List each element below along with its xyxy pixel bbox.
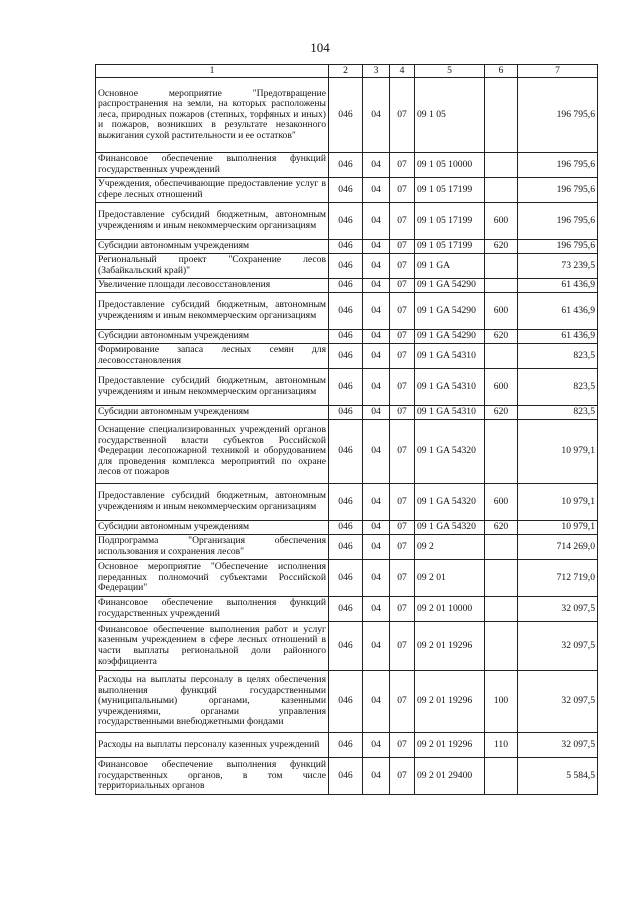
expense-type-cell (485, 535, 518, 560)
target-article-cell: 09 1 05 10000 (415, 153, 485, 178)
subsection-code-cell: 07 (390, 153, 415, 178)
subsection-code-cell: 07 (390, 671, 415, 733)
target-article-cell: 09 1 GA 54320 (415, 484, 485, 521)
target-article-cell: 09 1 05 17199 (415, 178, 485, 203)
table-row (96, 254, 598, 279)
row-name-cell: Субсидии автономным учреждениям (96, 330, 329, 344)
section-code-cell: 04 (363, 78, 390, 153)
subsection-code-cell: 07 (390, 406, 415, 420)
col-header-6: 6 (485, 65, 518, 78)
ministry-code-cell: 046 (329, 671, 363, 733)
expense-type-cell (485, 622, 518, 671)
section-code-cell: 04 (363, 369, 390, 406)
ministry-code-cell: 046 (329, 254, 363, 279)
target-article-cell: 09 2 01 10000 (415, 597, 485, 622)
expense-type-cell (485, 153, 518, 178)
table-row (96, 240, 598, 254)
target-article-cell: 09 1 05 17199 (415, 203, 485, 240)
row-name-cell: Основное мероприятие "Предотвращение распространения на земли, на которых расположены леса, природных пожаров (степных, торфяных и иных) и пожаров, возникших в результате незаконного выжигания сухой растительности и ее остатков" (96, 78, 329, 153)
section-code-cell: 04 (363, 279, 390, 293)
ministry-code-cell: 046 (329, 369, 363, 406)
section-code-cell: 04 (363, 521, 390, 535)
section-code-cell: 04 (363, 733, 390, 758)
row-name-cell: Формирование запаса лесных семян для лесовосстановления (96, 344, 329, 369)
row-name-cell: Учреждения, обеспечивающие предоставление услуг в сфере лесных отношений (96, 178, 329, 203)
row-name-cell: Финансовое обеспечение выполнения функций государственных органов, в том числе территориальных органов (96, 758, 329, 795)
amount-cell: 196 795,6 (518, 203, 598, 240)
subsection-code-cell: 07 (390, 484, 415, 521)
amount-cell: 10 979,1 (518, 484, 598, 521)
section-code-cell: 04 (363, 758, 390, 795)
table-row (96, 622, 598, 671)
target-article-cell: 09 2 01 19296 (415, 733, 485, 758)
subsection-code-cell: 07 (390, 597, 415, 622)
amount-cell: 196 795,6 (518, 240, 598, 254)
amount-cell: 61 436,9 (518, 293, 598, 330)
expense-type-cell: 110 (485, 733, 518, 758)
expense-type-cell (485, 758, 518, 795)
section-code-cell: 04 (363, 178, 390, 203)
row-name-cell: Расходы на выплаты персоналу в целях обеспечения выполнения функций государственными (муниципальными) органами, казенными учреждениями, органами управления государственными внебюджетными фондами (96, 671, 329, 733)
subsection-code-cell: 07 (390, 203, 415, 240)
ministry-code-cell: 046 (329, 153, 363, 178)
amount-cell: 823,5 (518, 344, 598, 369)
target-article-cell: 09 1 GA 54290 (415, 293, 485, 330)
row-name-cell: Субсидии автономным учреждениям (96, 521, 329, 535)
section-code-cell: 04 (363, 420, 390, 484)
amount-cell: 714 269,0 (518, 535, 598, 560)
ministry-code-cell: 046 (329, 622, 363, 671)
target-article-cell: 09 1 05 (415, 78, 485, 153)
target-article-cell: 09 2 (415, 535, 485, 560)
section-code-cell: 04 (363, 254, 390, 279)
subsection-code-cell: 07 (390, 178, 415, 203)
table-row (96, 484, 598, 521)
subsection-code-cell: 07 (390, 535, 415, 560)
expense-type-cell: 600 (485, 203, 518, 240)
expense-type-cell (485, 279, 518, 293)
target-article-cell: 09 2 01 29400 (415, 758, 485, 795)
ministry-code-cell: 046 (329, 758, 363, 795)
table-row (96, 560, 598, 597)
expense-type-cell (485, 78, 518, 153)
table-body (96, 78, 598, 795)
expense-type-cell (485, 560, 518, 597)
subsection-code-cell: 07 (390, 733, 415, 758)
expense-type-cell: 100 (485, 671, 518, 733)
section-code-cell: 04 (363, 484, 390, 521)
expense-type-cell: 620 (485, 240, 518, 254)
expense-type-cell: 600 (485, 369, 518, 406)
table-row (96, 671, 598, 733)
table-row (96, 330, 598, 344)
amount-cell: 5 584,5 (518, 758, 598, 795)
table-row (96, 293, 598, 330)
col-header-5: 5 (415, 65, 485, 78)
subsection-code-cell: 07 (390, 293, 415, 330)
ministry-code-cell: 046 (329, 597, 363, 622)
expense-type-cell (485, 597, 518, 622)
section-code-cell: 04 (363, 344, 390, 369)
row-name-cell: Региональный проект "Сохранение лесов (Забайкальский край)" (96, 254, 329, 279)
expense-type-cell (485, 254, 518, 279)
expense-type-cell: 620 (485, 330, 518, 344)
section-code-cell: 04 (363, 240, 390, 254)
expense-type-cell: 620 (485, 406, 518, 420)
target-article-cell: 09 2 01 19296 (415, 622, 485, 671)
target-article-cell: 09 1 GA 54310 (415, 344, 485, 369)
row-name-cell: Предоставление субсидий бюджетным, автономным учреждениям и иным некоммерческим организациям (96, 369, 329, 406)
ministry-code-cell: 046 (329, 521, 363, 535)
table-row (96, 78, 598, 153)
row-name-cell: Расходы на выплаты персоналу казенных учреждений (96, 733, 329, 758)
row-name-cell: Финансовое обеспечение выполнения функций государственных учреждений (96, 153, 329, 178)
subsection-code-cell: 07 (390, 344, 415, 369)
section-code-cell: 04 (363, 293, 390, 330)
amount-cell: 712 719,0 (518, 560, 598, 597)
subsection-code-cell: 07 (390, 521, 415, 535)
amount-cell: 32 097,5 (518, 733, 598, 758)
row-name-cell: Предоставление субсидий бюджетным, автономным учреждениям и иным некоммерческим организациям (96, 203, 329, 240)
ministry-code-cell: 046 (329, 293, 363, 330)
expense-type-cell: 600 (485, 484, 518, 521)
target-article-cell: 09 1 GA 54320 (415, 420, 485, 484)
row-name-cell: Предоставление субсидий бюджетным, автономным учреждениям и иным некоммерческим организациям (96, 484, 329, 521)
section-code-cell: 04 (363, 203, 390, 240)
amount-cell: 61 436,9 (518, 279, 598, 293)
target-article-cell: 09 1 GA 54290 (415, 330, 485, 344)
row-name-cell: Субсидии автономным учреждениям (96, 240, 329, 254)
subsection-code-cell: 07 (390, 369, 415, 406)
table-row (96, 733, 598, 758)
ministry-code-cell: 046 (329, 78, 363, 153)
col-header-3: 3 (363, 65, 390, 78)
ministry-code-cell: 046 (329, 344, 363, 369)
row-name-cell: Финансовое обеспечение выполнения функций государственных учреждений (96, 597, 329, 622)
table-row (96, 279, 598, 293)
ministry-code-cell: 046 (329, 535, 363, 560)
amount-cell: 196 795,6 (518, 153, 598, 178)
col-header-7: 7 (518, 65, 598, 78)
row-name-cell: Основное мероприятие "Обеспечение исполнения переданных полномочий субъектами Российской Федерации" (96, 560, 329, 597)
header-row (96, 65, 598, 78)
ministry-code-cell: 046 (329, 560, 363, 597)
expense-type-cell (485, 420, 518, 484)
amount-cell: 823,5 (518, 406, 598, 420)
amount-cell: 823,5 (518, 369, 598, 406)
section-code-cell: 04 (363, 560, 390, 597)
table-row (96, 420, 598, 484)
table-row (96, 535, 598, 560)
row-name-cell: Подпрограмма "Организация обеспечения использования и сохранения лесов" (96, 535, 329, 560)
amount-cell: 196 795,6 (518, 178, 598, 203)
ministry-code-cell: 046 (329, 240, 363, 254)
section-code-cell: 04 (363, 622, 390, 671)
table-row (96, 369, 598, 406)
ministry-code-cell: 046 (329, 484, 363, 521)
page-number: 104 (310, 40, 330, 55)
col-header-2: 2 (329, 65, 363, 78)
table-row (96, 178, 598, 203)
ministry-code-cell: 046 (329, 733, 363, 758)
subsection-code-cell: 07 (390, 78, 415, 153)
target-article-cell: 09 1 GA 54310 (415, 369, 485, 406)
row-name-cell: Оснащение специализированных учреждений органов государственной власти субъектов Российской Федерации лесопожарной техникой и оборудованием для проведения комплекса мероприятий по охране лесов от пожаров (96, 420, 329, 484)
expense-type-cell: 600 (485, 293, 518, 330)
col-header-1: 1 (96, 65, 329, 78)
row-name-cell: Увеличение площади лесовосстановления (96, 279, 329, 293)
ministry-code-cell: 046 (329, 406, 363, 420)
ministry-code-cell: 046 (329, 203, 363, 240)
section-code-cell: 04 (363, 330, 390, 344)
table-row (96, 344, 598, 369)
table-row (96, 406, 598, 420)
amount-cell: 32 097,5 (518, 622, 598, 671)
table-row (96, 597, 598, 622)
expense-type-cell (485, 344, 518, 369)
section-code-cell: 04 (363, 153, 390, 178)
table-row (96, 758, 598, 795)
row-name-cell: Предоставление субсидий бюджетным, автономным учреждениям и иным некоммерческим организациям (96, 293, 329, 330)
budget-table (95, 64, 598, 795)
subsection-code-cell: 07 (390, 560, 415, 597)
subsection-code-cell: 07 (390, 622, 415, 671)
subsection-code-cell: 07 (390, 254, 415, 279)
expense-type-cell (485, 178, 518, 203)
amount-cell: 32 097,5 (518, 597, 598, 622)
amount-cell: 32 097,5 (518, 671, 598, 733)
amount-cell: 10 979,1 (518, 420, 598, 484)
target-article-cell: 09 1 GA (415, 254, 485, 279)
target-article-cell: 09 1 GA 54310 (415, 406, 485, 420)
table-row (96, 203, 598, 240)
target-article-cell: 09 2 01 (415, 560, 485, 597)
row-name-cell: Субсидии автономным учреждениям (96, 406, 329, 420)
ministry-code-cell: 046 (329, 178, 363, 203)
col-header-4: 4 (390, 65, 415, 78)
section-code-cell: 04 (363, 406, 390, 420)
amount-cell: 10 979,1 (518, 521, 598, 535)
subsection-code-cell: 07 (390, 279, 415, 293)
target-article-cell: 09 2 01 19296 (415, 671, 485, 733)
table-row (96, 521, 598, 535)
section-code-cell: 04 (363, 597, 390, 622)
subsection-code-cell: 07 (390, 240, 415, 254)
row-name-cell: Финансовое обеспечение выполнения работ и услуг казенным учреждением в сфере лесных отношений в части выплаты региональной доли районного коэффициента (96, 622, 329, 671)
section-code-cell: 04 (363, 671, 390, 733)
amount-cell: 61 436,9 (518, 330, 598, 344)
target-article-cell: 09 1 GA 54290 (415, 279, 485, 293)
ministry-code-cell: 046 (329, 420, 363, 484)
target-article-cell: 09 1 05 17199 (415, 240, 485, 254)
amount-cell: 196 795,6 (518, 78, 598, 153)
subsection-code-cell: 07 (390, 330, 415, 344)
target-article-cell: 09 1 GA 54320 (415, 521, 485, 535)
ministry-code-cell: 046 (329, 330, 363, 344)
section-code-cell: 04 (363, 535, 390, 560)
subsection-code-cell: 07 (390, 758, 415, 795)
amount-cell: 73 239,5 (518, 254, 598, 279)
ministry-code-cell: 046 (329, 279, 363, 293)
table-row (96, 153, 598, 178)
subsection-code-cell: 07 (390, 420, 415, 484)
expense-type-cell: 620 (485, 521, 518, 535)
